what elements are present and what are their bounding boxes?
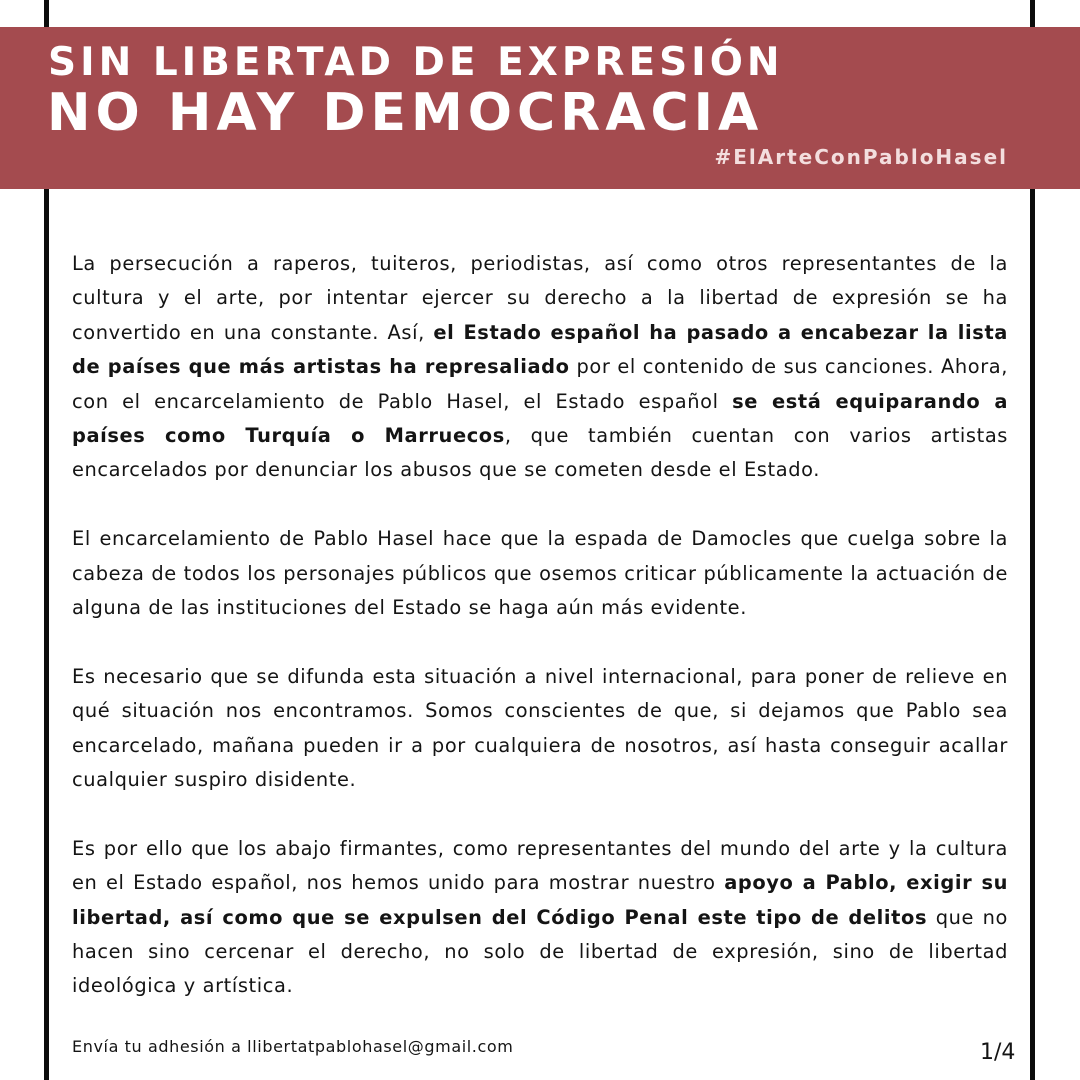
paragraph-2: El encarcelamiento de Pablo Hasel hace que la espada de Damocles que cuelga sobre la cabeza de todos los personajes públicos que osemos criticar públicamente la actuación de alguna de las instituciones del Estado se haga aún más evidente. xyxy=(72,527,1008,620)
paragraph-4-text-a: Es por ello que los abajo firmantes, como representantes del mundo del arte y la cultura en el Estado español, nos hemos unido para mostrar nuestro xyxy=(72,836,1008,895)
paragraph-1-text-c: , que también cuentan con varios artistas encarcelados por denunciar los abusos que se cometen desde el Estado. xyxy=(72,424,1008,482)
paragraph-1-text-a: La persecución a raperos, tuiteros, periodistas, así como otros representantes de la cultura y el arte, por intentar ejercer su derecho a la libertad de expresión se ha convertido en una constante. Así, xyxy=(72,252,1008,344)
hashtag: #ElArteConPabloHasel xyxy=(714,145,1008,169)
paragraph-4 xyxy=(72,832,1008,1004)
paragraph-1-bold-a: el Estado español ha pasado a encabezar la lista de países que más artistas ha represaliado xyxy=(72,320,1008,379)
header-banner xyxy=(0,27,1080,189)
headline-line-1: SIN LIBERTAD DE EXPRESIÓN xyxy=(48,40,784,85)
page-number: 1/4 xyxy=(980,1040,1016,1065)
paragraph-1 xyxy=(72,247,1008,488)
headline-line-2: NO HAY DEMOCRACIA xyxy=(47,83,764,143)
manifesto-body xyxy=(72,247,1008,1038)
paragraph-3: Es necesario que se difunda esta situación a nivel internacional, para poner de relieve en qué situación nos encontramos. Somos conscientes de que, si dejamos que Pablo sea encarcelado, mañana pueden ir a por cualquiera de nosotros, así hasta conseguir acallar cualquier suspiro disidente. xyxy=(72,664,1008,792)
paragraph-1-text-b: por el contenido de sus canciones. Ahora, con el encarcelamiento de Pablo Hasel, el Estado español xyxy=(72,355,1009,413)
contact-line: Envía tu adhesión a llibertatpablohasel@gmail.com xyxy=(72,1037,514,1056)
paragraph-4-text-b: que no hacen sino cercenar el derecho, no solo de libertad de expresión, sino de libertad ideológica y artística. xyxy=(72,905,1008,998)
paragraph-4-bold: apoyo a Pablo, exigir su libertad, así como que se expulsen del Código Penal este tipo de delitos xyxy=(72,871,1008,929)
paragraph-1-bold-b: se está equiparando a países como Turquía o Marruecos xyxy=(72,389,1009,448)
